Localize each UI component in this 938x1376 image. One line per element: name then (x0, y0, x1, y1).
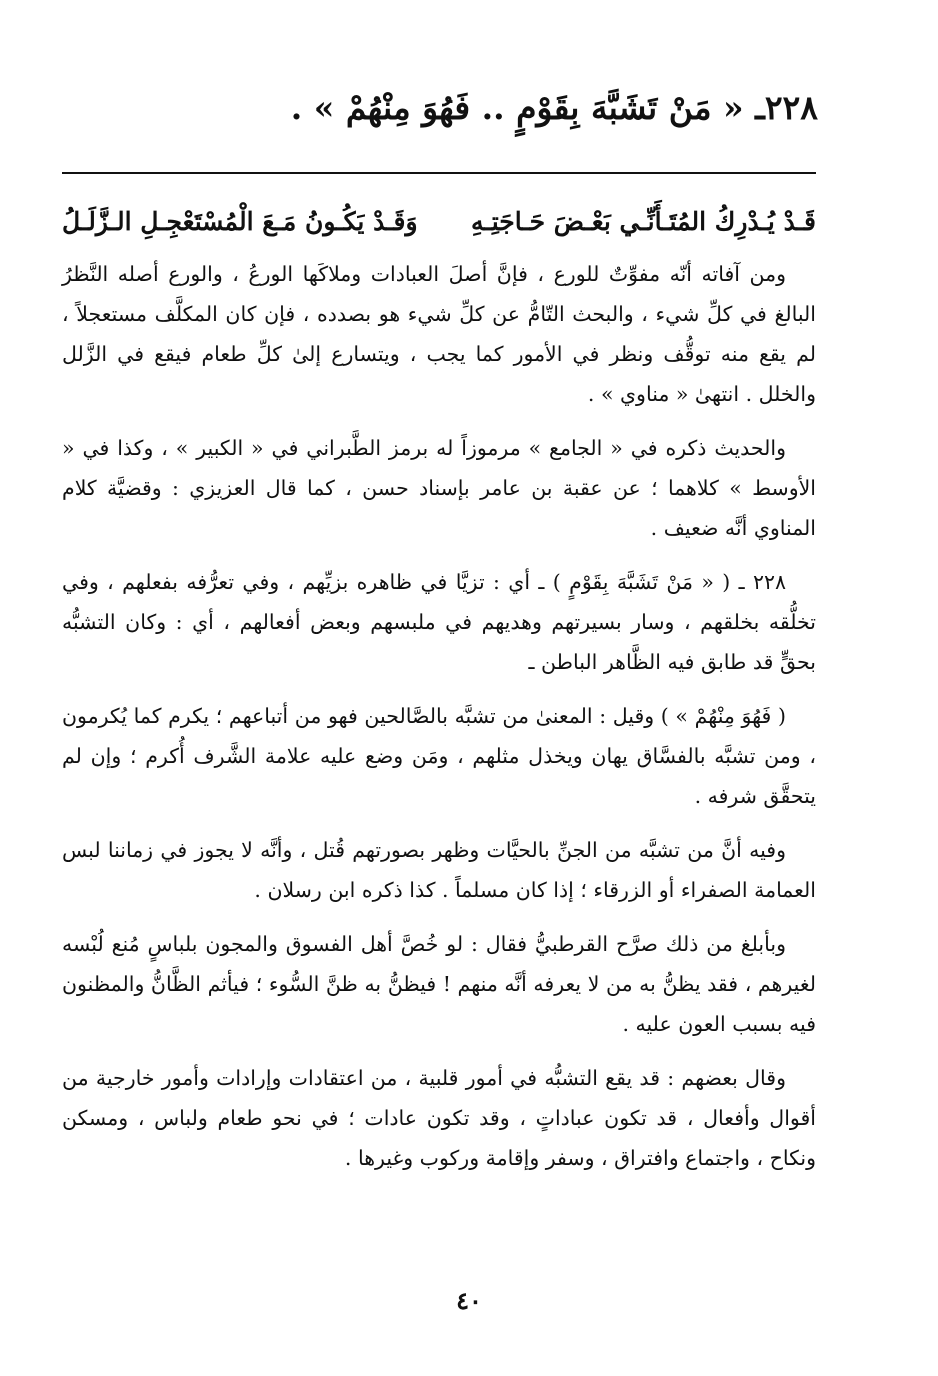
verse-first-hemistich: قَـدْ يُـدْرِكُ المُتَـأَنِّـي بَعْـضَ حَـاجَتِـهِ (470, 207, 816, 236)
paragraph: ٢٢٨ ـ ( « مَنْ تَشَبَّهَ بِقَوْمٍ ) ـ أي : تزيَّا في ظاهره بزيِّهم ، وفي تعرُّفه بفعلهم ، وفي تخلُّقه بخلقهم ، وسار بسيرتهم وهديهم في ملبسهم وبعض أفعالهم ، أي : وكان التشبُّه بحقٍّ قد طابق فيه الظَّاهر الباطن ـ (62, 570, 816, 674)
paragraph: وبأبلغ من ذلك صرَّح القرطبيُّ فقال : لو خُصَّ أهل الفسوق والمجون بلباسٍ مُنع لُبْسه لغيرهم ، فقد يظنُّ به من لا يعرفه أنَّه منهم ! فيظنُّ به ظنَّ السُّوء ؛ فيأثم الظَّانُّ والمظنون فيه بسبب العون عليه . (62, 932, 816, 1036)
verse-second-hemistich: وَقَـدْ يَكُـونُ مَـعَ الْمُسْتَعْجِـلِ الـزَّلَـلُ (62, 207, 418, 236)
paragraph: ومن آفاته أنّه مفوِّتٌ للورع ، فإنَّ أصلَ العبادات وملاكَها الورعُ ، والورع أصله النَّظرُ البالغ في كلِّ شيء ، والبحث التّامُّ عن كلِّ شيء هو بصدده ، فإن كان المكلَّف مستعجلاً ، لم يقع منه توقُّف ونظر في الأمور كما يجب ، ويتسارع إلىٰ كلِّ طعام فيقع في الزَّلل والخلل . انتهىٰ « مناوي » . (62, 262, 816, 406)
header-divider (62, 172, 816, 174)
poetry-verse (62, 198, 816, 246)
paragraph: ( فَهُوَ مِنْهُمْ » ) وقيل : المعنىٰ من تشبَّه بالصَّالحين فهو من أتباعهم ؛ يكرم كما يُكرمون ، ومن تشبَّه بالفسَّاق يهان ويخذل مثلهم ، ومَن وضع عليه علامة الشَّرف أُكرم ؛ وإن لم يتحقَّق شرفه . (62, 704, 816, 808)
page-number: ٤٠ (456, 1286, 482, 1315)
hadith-heading: ٢٢٨ـ « مَنْ تَشَبَّهَ بِقَوْمٍ .. فَهُوَ مِنْهُمْ » . (290, 88, 818, 127)
paragraph: وفيه أنَّ من تشبَّه من الجنِّ بالحيَّات وظهر بصورتهم قُتل ، وأنَّه لا يجوز في زماننا لبس العمامة الصفراء أو الزرقاء ؛ إذا كان مسلماً . كذا ذكره ابن رسلان . (62, 838, 816, 902)
paragraph: وقال بعضهم : قد يقع التشبُّه في أمور قلبية ، من اعتقادات وإرادات وأمور خارجية من أقوال وأفعال ، قد تكون عباداتٍ ، وقد تكون عادات ؛ في نحو طعام ولباس ، ومسكن ونكاح ، واجتماع وافتراق ، وسفر وإقامة وركوب وغيرها . (62, 1066, 816, 1170)
paragraph: والحديث ذكره في « الجامع » مرموزاً له برمز الطَّبراني في « الكبير » ، وكذا في « الأوسط » كلاهما ؛ عن عقبة بن عامر بإسناد حسن ، كما قال العزيزي : وقضيَّة كلام المناوي أنَّه ضعيف . (62, 436, 816, 540)
commentary-body (62, 254, 816, 1192)
